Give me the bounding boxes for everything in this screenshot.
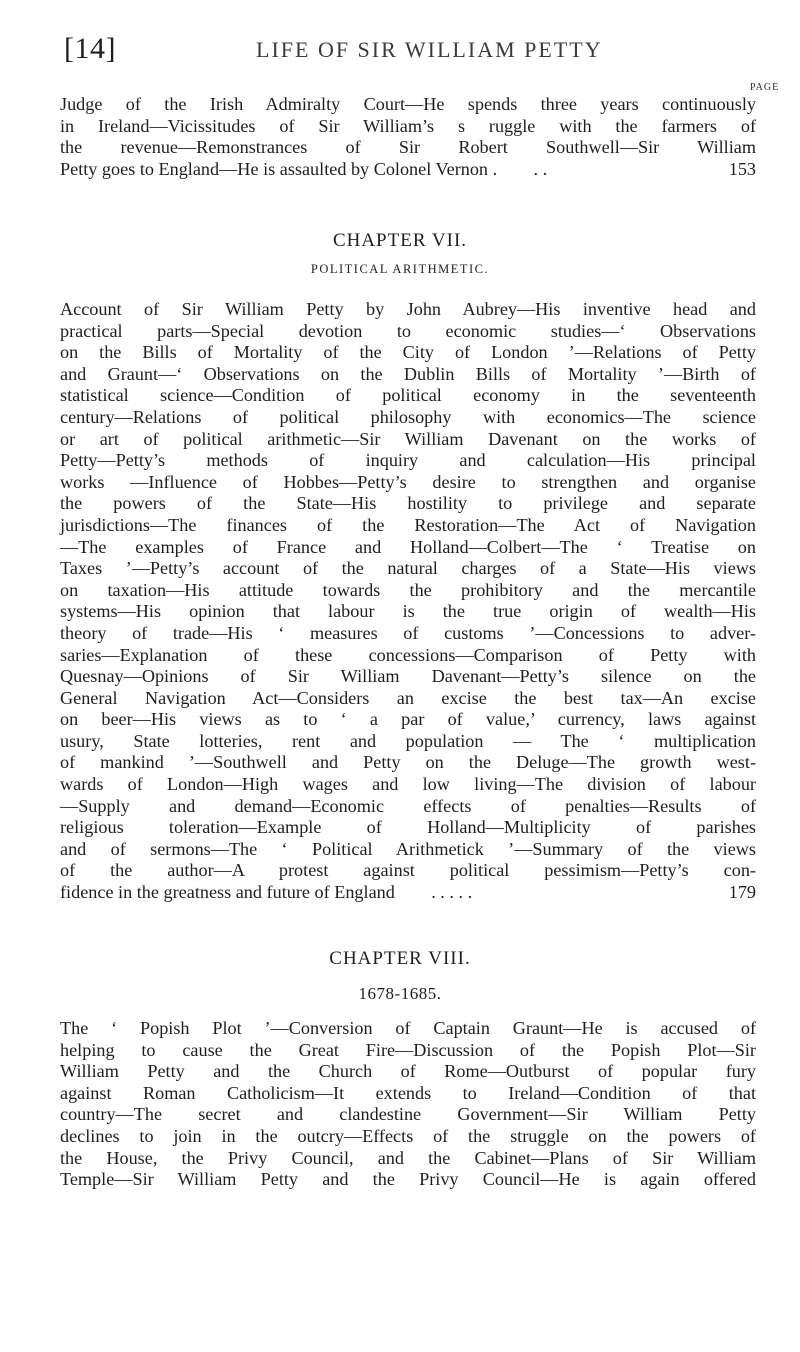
chapter-7-line: the powers of the State—His hostility to privilege and separate [60,493,756,514]
chapter-7-line: Account of Sir William Petty by John Aubrey—His inventive head and [60,299,756,319]
chapter-7-line: Petty—Petty’s methods of inquiry and calculation—His principal [60,450,756,471]
intro-paragraph [60,94,756,180]
page-column-label: PAGE [750,82,780,93]
intro-last-text: Petty goes to England—He is assaulted by Colonel Vernon . [60,158,498,179]
chapter-7-line: usury, State lotteries, rent and population — The ‘ multiplication [60,730,756,751]
chapter-7-line: on beer—His views as to ‘ a par of value,’ currency, laws against [60,709,756,730]
chapter-7-line: —Supply and demand—Economic effects of penalties—Results of [60,795,756,816]
chapter-7-line: of the author—A protest against political pessimism—Petty’s con- [60,860,756,881]
chapter-8-line: William Petty and the Church of Rome—Outburst of popular fury [60,1061,756,1082]
chapter-7-line: practical parts—Special devotion to economic studies—‘ Observations [60,320,756,341]
chapter-7-line: —The examples of France and Holland—Colbert—The ‘ Treatise on [60,536,756,557]
chapter-7-line: and Graunt—‘ Observations on the Dublin Bills of Mortality ’—Birth of [60,363,756,384]
intro-line: the revenue—Remonstrances of Sir Robert Southwell—Sir William [60,137,756,158]
chapter-7-line: Taxes ’—Petty’s account of the natural charges of a State—His views [60,558,756,579]
chapter-7-line: General Navigation Act—Considers an excise the best tax—An excise [60,687,756,708]
intro-line: Judge of the Irish Admiralty Court—He spends three years continuously [60,94,756,114]
chapter-7-line: statistical science—Condition of political economy in the seventeenth [60,385,756,406]
chapter-7-page-ref: 179 [728,882,756,903]
chapter-7-line: wards of London—High wages and low living—The division of labour [60,774,756,795]
chapter-8-line: The ‘ Popish Plot ’—Conversion of Captain Graunt—He is accused of [60,1018,756,1038]
chapter-7-last-line [60,882,756,904]
chapter-8-line: Temple—Sir William Petty and the Privy Council—He is again offered [60,1169,756,1190]
chapter-8-line: helping to cause the Great Fire—Discussion of the Popish Plot—Sir [60,1039,756,1060]
chapter-7-summary [60,299,756,904]
chapter-7-subheading: POLITICAL ARITHMETIC. [310,262,490,276]
chapter-7-heading: CHAPTER VII. [332,230,468,251]
intro-last-line [60,159,756,181]
page-number: [14] [64,32,116,65]
chapter-7-line: theory of trade—His ‘ measures of customs ’—Concessions to adver- [60,622,756,643]
chapter-7-line: religious toleration—Example of Holland—Multiplicity of parishes [60,817,756,838]
chapter-8-line: the House, the Privy Council, and the Cabinet—Plans of Sir William [60,1147,756,1168]
chapter-7-line: on taxation—His attitude towards the prohibitory and the mercantile [60,579,756,600]
chapter-7-last-text: fidence in the greatness and future of England [60,882,395,903]
chapter-7-line: or art of political arithmetic—Sir William Davenant on the works of [60,428,756,449]
chapter-7-line: works —Influence of Hobbes—Petty’s desire to strengthen and organise [60,471,756,492]
chapter-7-line: jurisdictions—The finances of the Restoration—The Act of Navigation [60,514,756,535]
chapter-8-line: against Roman Catholicism—It extends to Ireland—Condition of that [60,1082,756,1103]
intro-leader: . . [533,158,548,179]
intro-page-ref: 153 [728,158,756,179]
chapter-7-line: Quesnay—Opinions of Sir William Davenant—Petty’s silence on the [60,666,756,687]
chapter-8-subheading: 1678-1685. [358,984,442,1003]
chapter-8-line: declines to join in the outcry—Effects of the struggle on the powers of [60,1125,756,1146]
chapter-7-line: saries—Explanation of these concessions—Comparison of Petty with [60,644,756,665]
intro-line: in Ireland—Vicissitudes of Sir William’s s ruggle with the farmers of [60,115,756,136]
chapter-8-line: country—The secret and clandestine Government—Sir William Petty [60,1104,756,1125]
running-title: LIFE OF SIR WILLIAM PETTY [256,37,603,62]
chapter-7-leader: . . . . . [431,882,473,903]
chapter-7-line: systems—His opinion that labour is the true origin of wealth—His [60,601,756,622]
chapter-7-line: of mankind ’—Southwell and Petty on the Deluge—The growth west- [60,752,756,773]
chapter-7-line: on the Bills of Mortality of the City of London ’—Relations of Petty [60,342,756,363]
chapter-8-summary [60,1018,756,1191]
page-header [64,32,754,72]
chapter-7-line: century—Relations of political philosophy with economics—The science [60,406,756,427]
chapter-7-line: and of sermons—The ‘ Political Arithmetick ’—Summary of the views [60,838,756,859]
chapter-8-heading: CHAPTER VIII. [329,948,471,969]
